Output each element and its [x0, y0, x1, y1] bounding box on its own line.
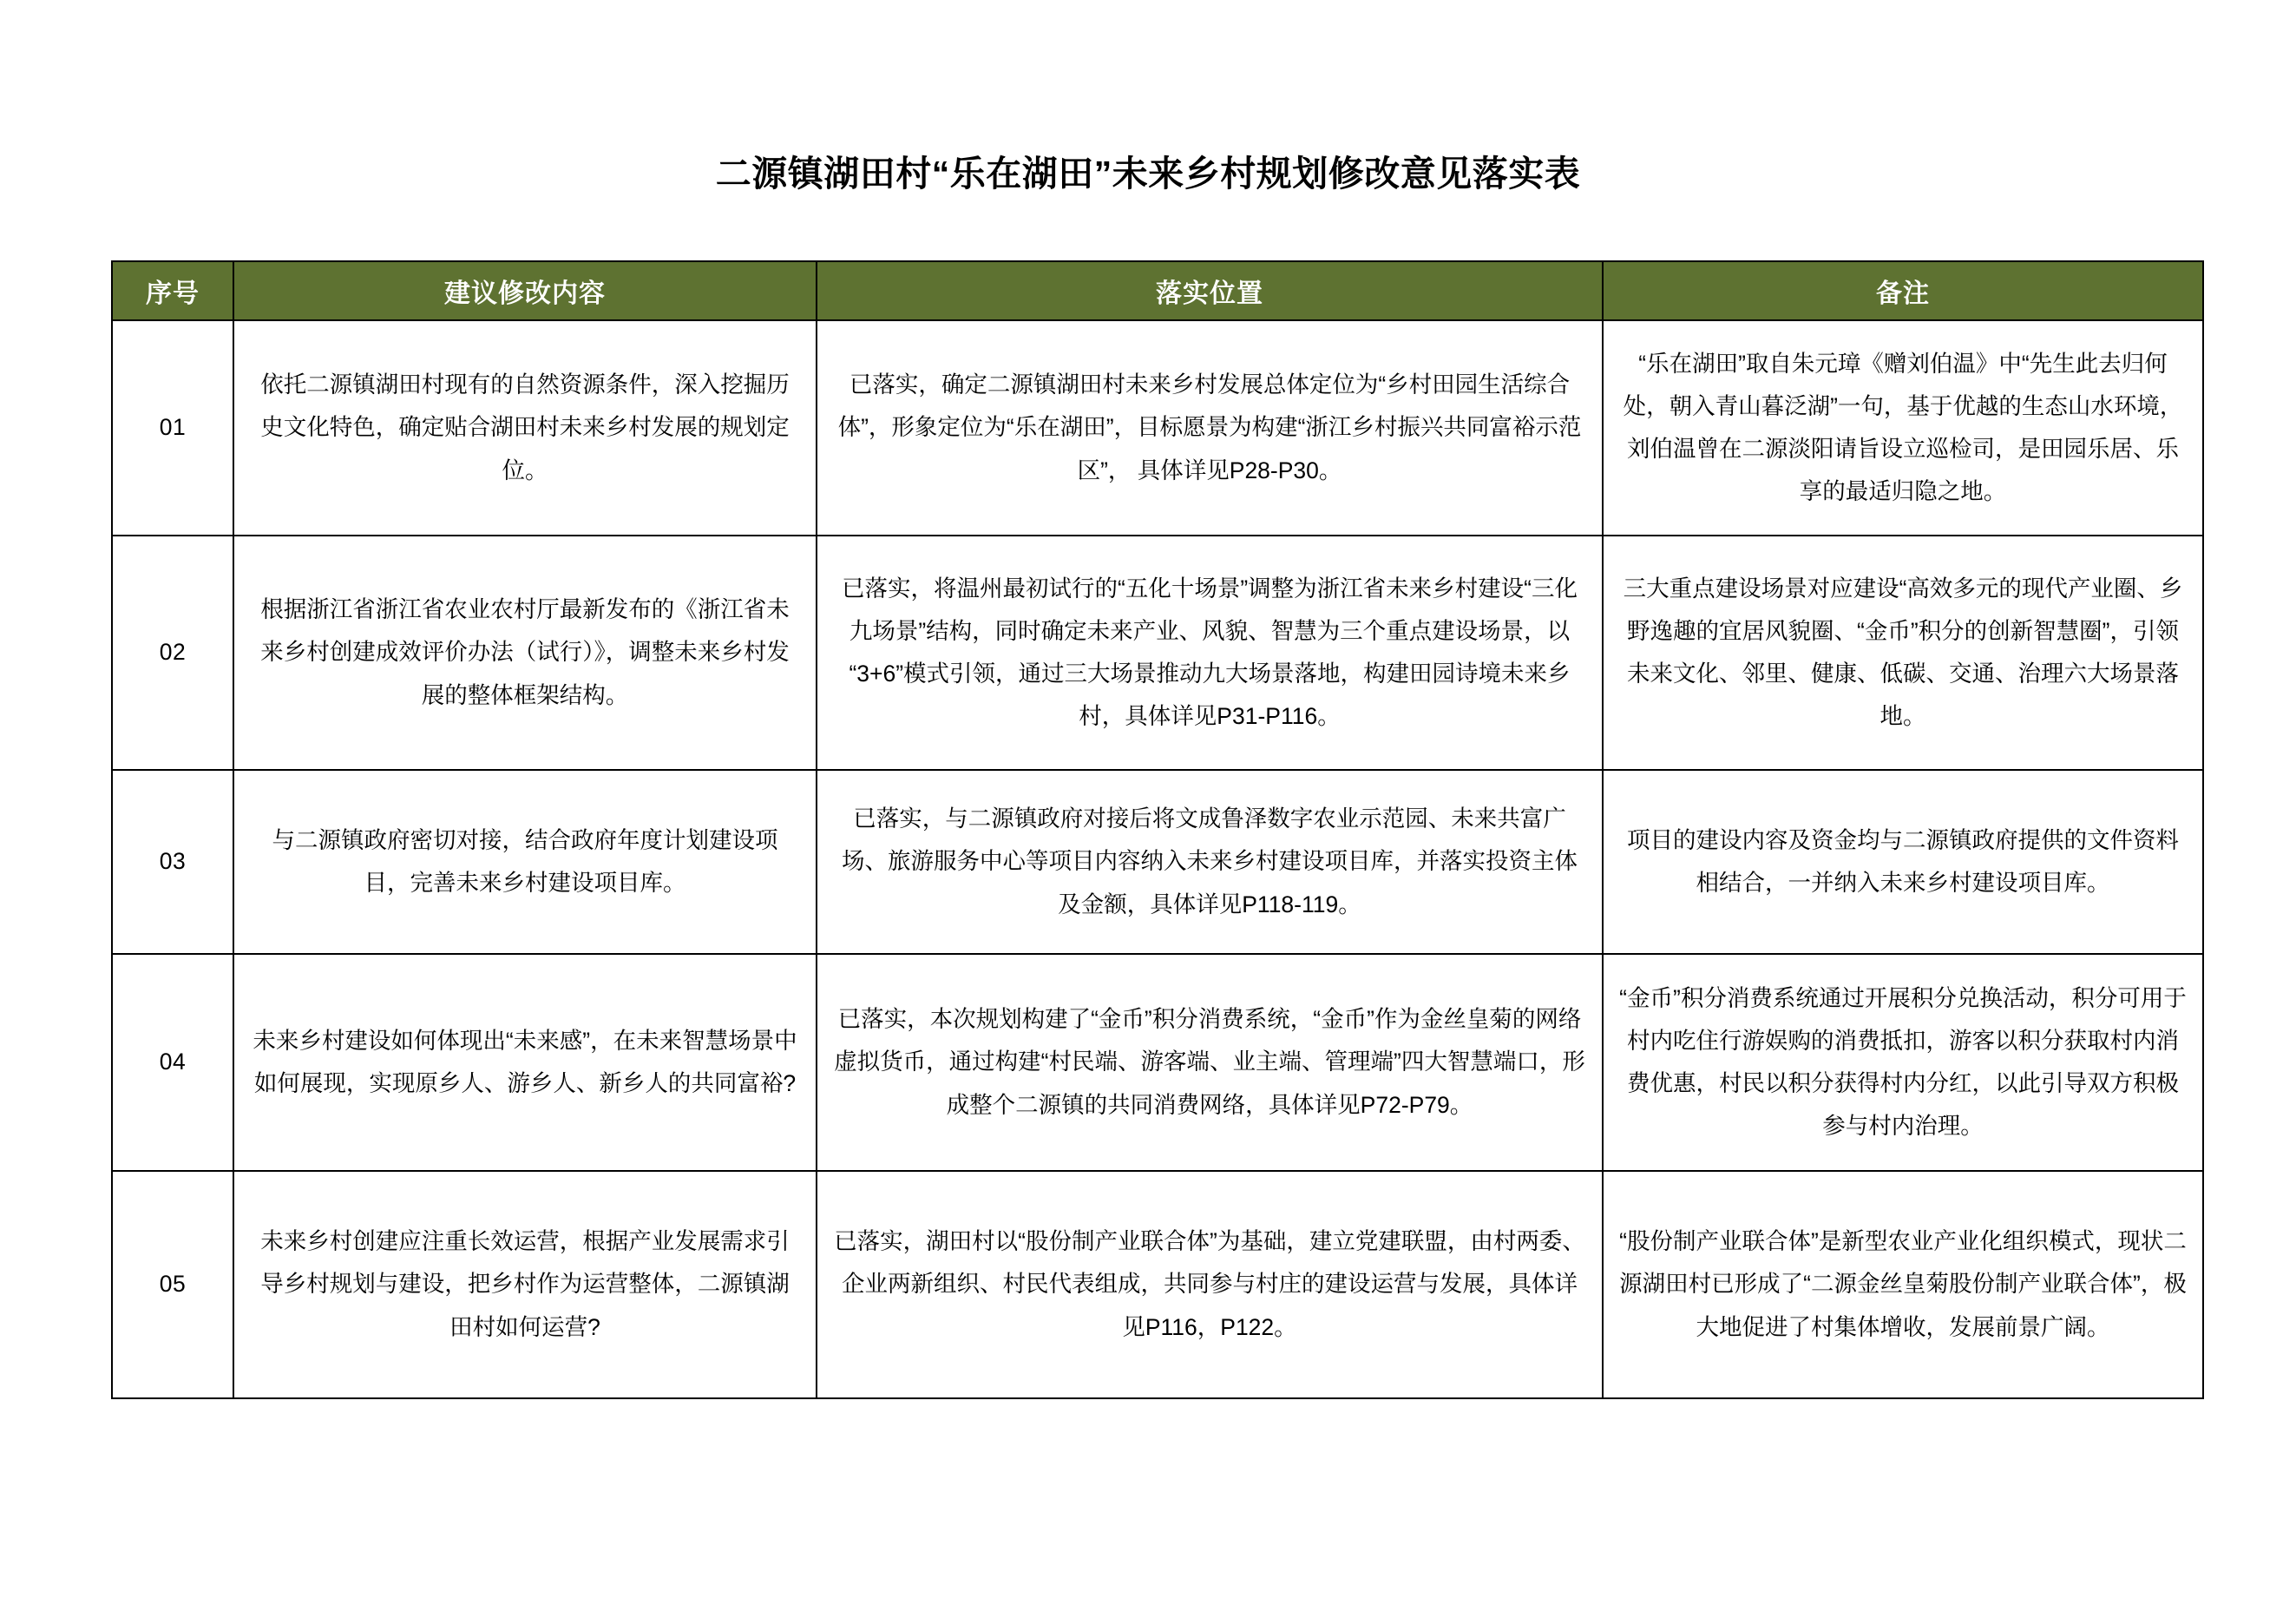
row-remark: “乐在湖田”取自朱元璋《赠刘伯温》中“先生此去归何处，朝入青山暮泛湖”一句，基于优越的生态山水环境，刘伯温曾在二源淡阳请旨设立巡检司，是田园乐居、乐享的最适归隐之地。 [1603, 320, 2203, 536]
row-place: 已落实，确定二源镇湖田村未来乡村发展总体定位为“乡村田园生活综合体”，形象定位为“乐在湖田”，目标愿景为构建“浙江乡村振兴共同富裕示范区”， 具体详见P28-P30。 [817, 320, 1603, 536]
row-number: 01 [112, 320, 233, 536]
table-row [112, 954, 2203, 1171]
row-place: 已落实，本次规划构建了“金币”积分消费系统，“金币”作为金丝皇菊的网络虚拟货币，通过构建“村民端、游客端、业主端、管理端”四大智慧端口，形成整个二源镇的共同消费网络，具体详见P72-P79。 [817, 954, 1603, 1171]
row-place: 已落实，湖田村以“股份制产业联合体”为基础，建立党建联盟，由村两委、企业两新组织、村民代表组成，共同参与村庄的建设运营与发展，具体详见P116，P122。 [817, 1171, 1603, 1398]
column-header-remark: 备注 [1603, 261, 2203, 320]
row-number: 04 [112, 954, 233, 1171]
row-remark: 项目的建设内容及资金均与二源镇政府提供的文件资料相结合，一并纳入未来乡村建设项目库。 [1603, 770, 2203, 954]
table-row [112, 536, 2203, 770]
row-content: 未来乡村创建应注重长效运营，根据产业发展需求引导乡村规划与建设，把乡村作为运营整体，二源镇湖田村如何运营? [233, 1171, 817, 1398]
row-content: 未来乡村建设如何体现出“未来感”，在未来智慧场景中如何展现，实现原乡人、游乡人、新乡人的共同富裕? [233, 954, 817, 1171]
row-remark: “股份制产业联合体”是新型农业产业化组织模式，现状二源湖田村已形成了“二源金丝皇菊股份制产业联合体”，极大地促进了村集体增收，发展前景广阔。 [1603, 1171, 2203, 1398]
row-content: 根据浙江省浙江省农业农村厅最新发布的《浙江省未来乡村创建成效评价办法（试行）》，调整未来乡村发展的整体框架结构。 [233, 536, 817, 770]
row-remark: 三大重点建设场景对应建设“高效多元的现代产业圈、乡野逸趣的宜居风貌圈、“金币”积分的创新智慧圈”，引领未来文化、邻里、健康、低碳、交通、治理六大场景落地。 [1603, 536, 2203, 770]
page-title: 二源镇湖田村“乐在湖田”未来乡村规划修改意见落实表 [715, 154, 1581, 194]
row-place: 已落实，将温州最初试行的“五化十场景”调整为浙江省未来乡村建设“三化九场景”结构，同时确定未来产业、风貌、智慧为三个重点建设场景，以“3+6”模式引领，通过三大场景推动九大场景落地，构建田园诗境未来乡村，具体详见P31-P116。 [817, 536, 1603, 770]
row-number: 02 [112, 536, 233, 770]
column-header-no: 序号 [112, 261, 233, 320]
row-content: 依托二源镇湖田村现有的自然资源条件，深入挖掘历史文化特色，确定贴合湖田村未来乡村发展的规划定位。 [233, 320, 817, 536]
table-container [111, 260, 2202, 1399]
row-place: 已落实，与二源镇政府对接后将文成鲁泽数字农业示范园、未来共富广场、旅游服务中心等项目内容纳入未来乡村建设项目库，并落实投资主体及金额，具体详见P118-119。 [817, 770, 1603, 954]
table-row [112, 1171, 2203, 1398]
column-header-content: 建议修改内容 [233, 261, 817, 320]
table-header-row [112, 261, 2203, 320]
row-number: 03 [112, 770, 233, 954]
table-header [112, 261, 2203, 320]
row-number: 05 [112, 1171, 233, 1398]
column-header-place: 落实位置 [817, 261, 1603, 320]
table-row [112, 320, 2203, 536]
table-body [112, 320, 2203, 1398]
row-content: 与二源镇政府密切对接，结合政府年度计划建设项目，完善未来乡村建设项目库。 [233, 770, 817, 954]
implementation-table [111, 260, 2204, 1399]
table-row [112, 770, 2203, 954]
row-remark: “金币”积分消费系统通过开展积分兑换活动，积分可用于村内吃住行游娱购的消费抵扣，游客以积分获取村内消费优惠，村民以积分获得村内分红，以此引导双方积极参与村内治理。 [1603, 954, 2203, 1171]
